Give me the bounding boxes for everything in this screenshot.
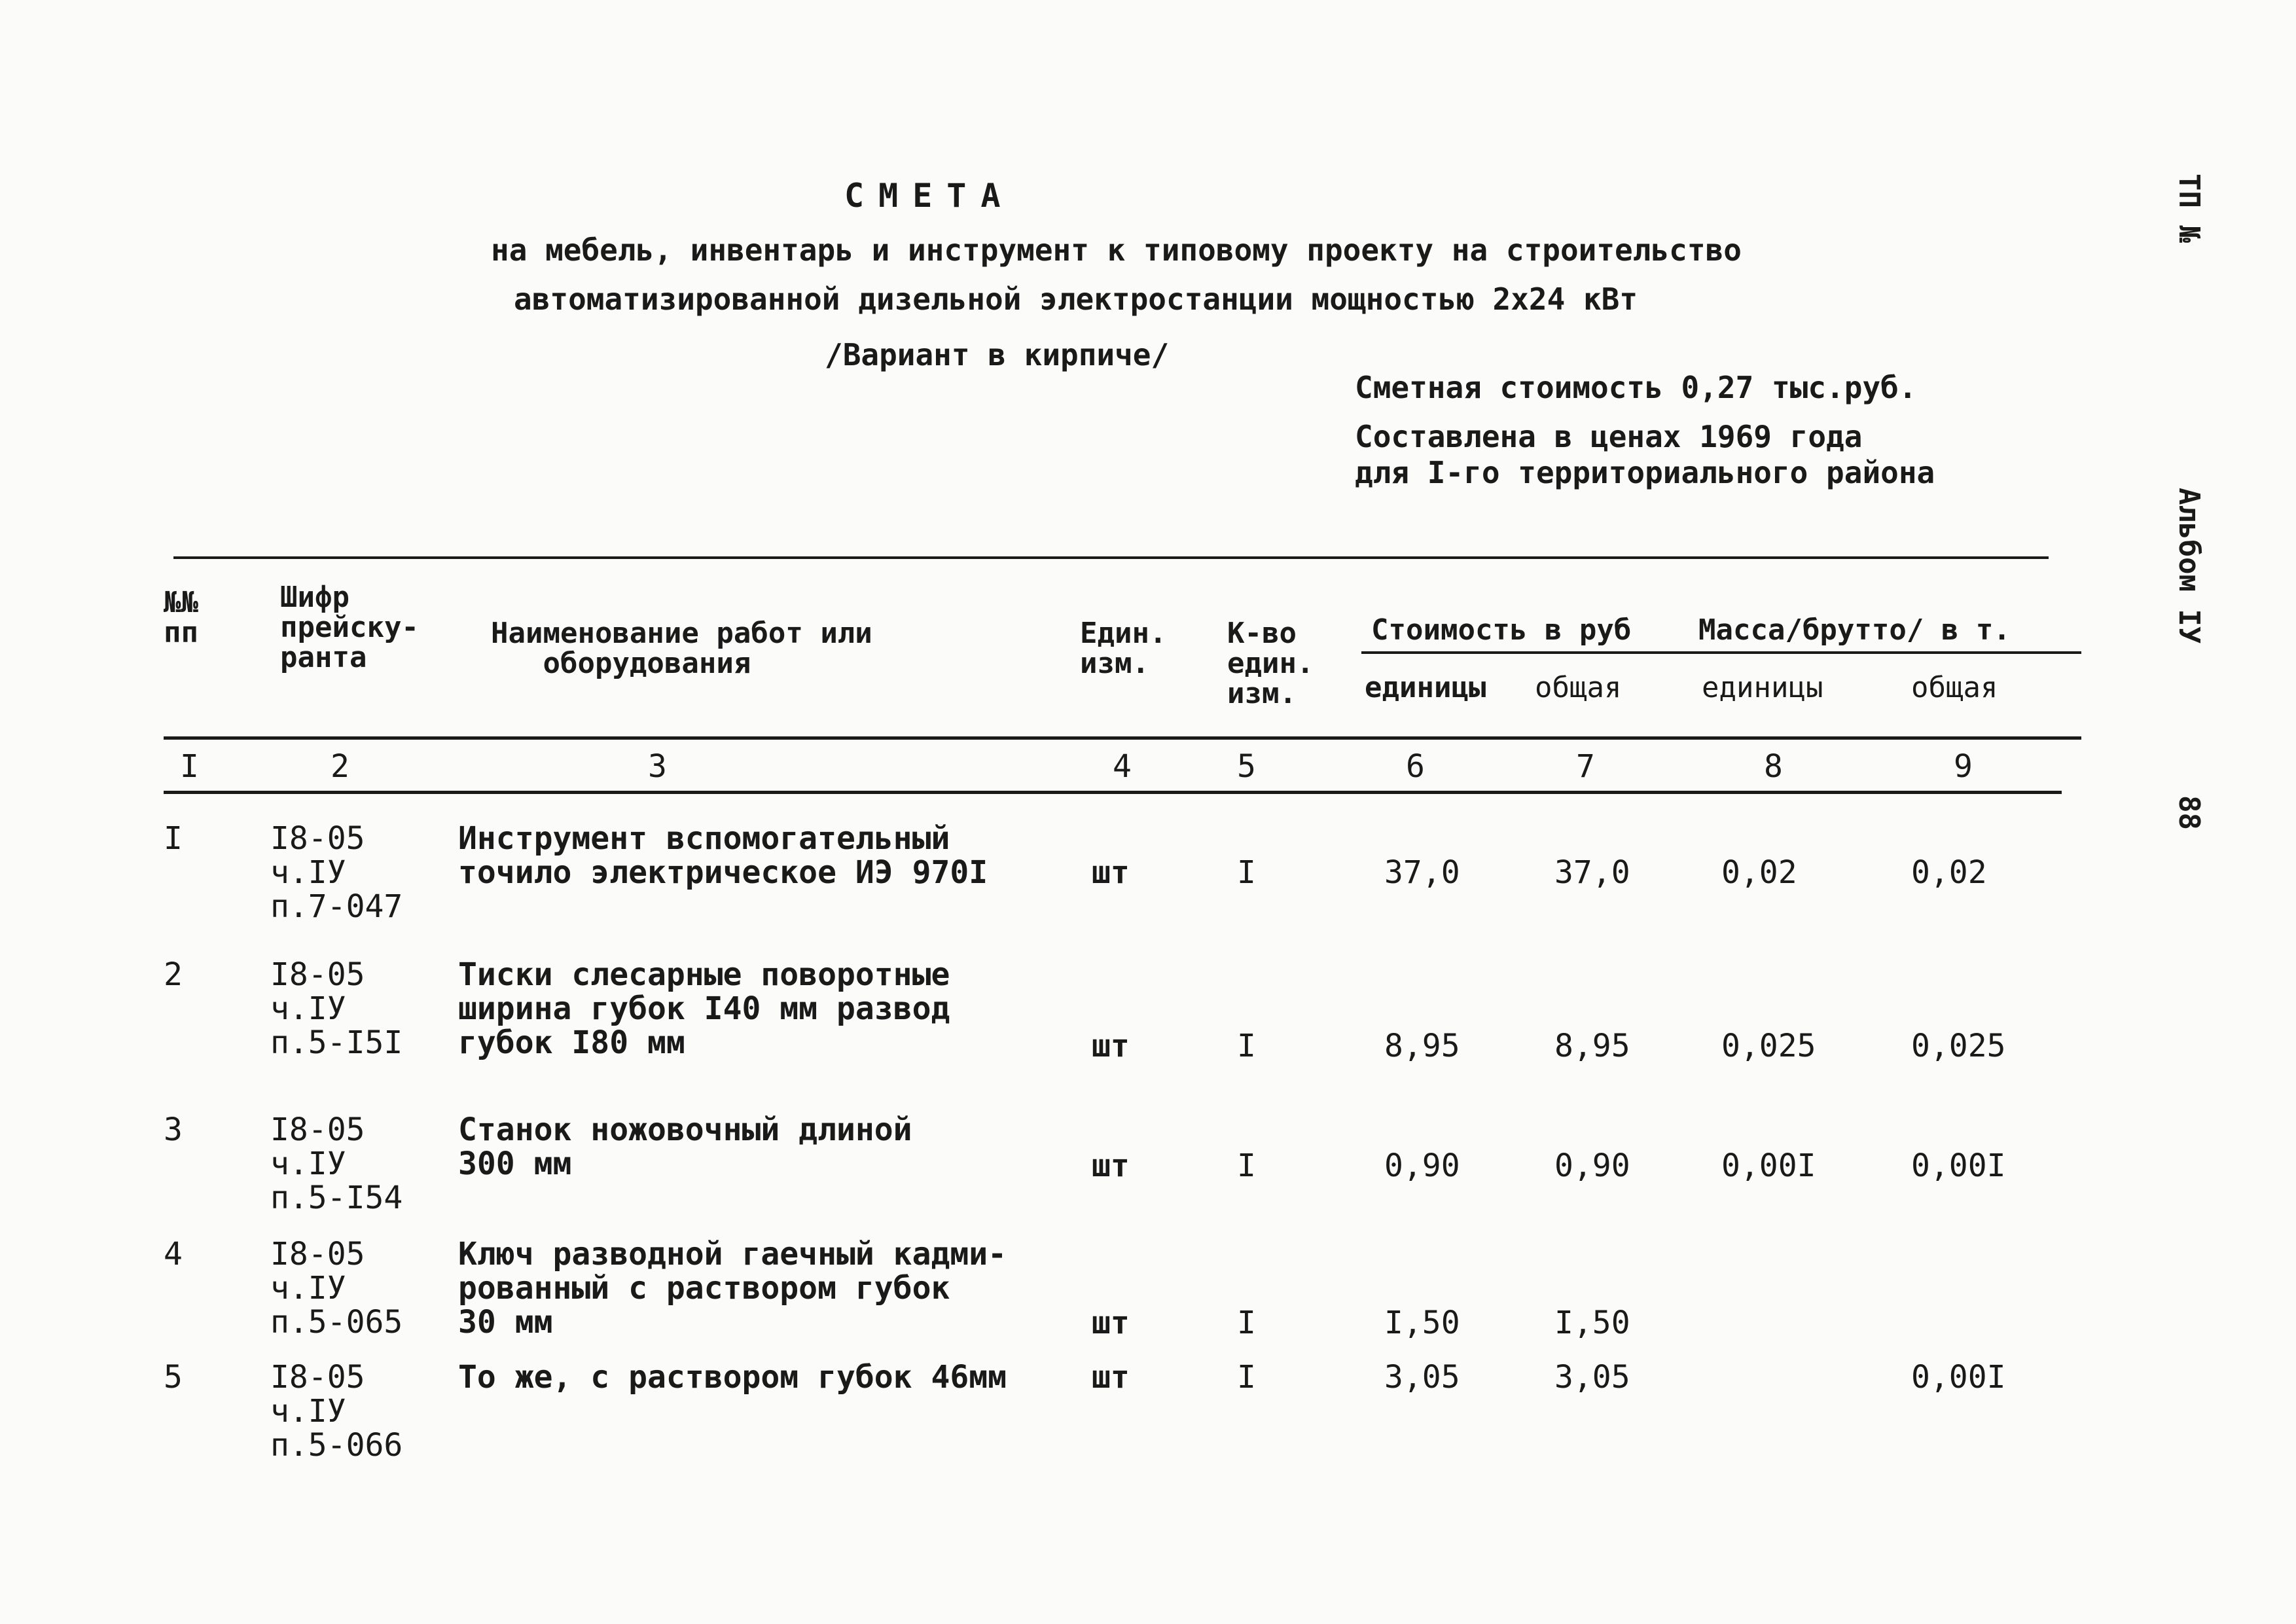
row-1-unit: шт [1092, 854, 1130, 891]
row-1-cost-total: 37,0 [1554, 854, 1630, 891]
side-album-label: Альбом IУ [2172, 488, 2206, 644]
row-3-mass-unit: 0,00I [1721, 1147, 1816, 1184]
header-cost-group: Стоимость в руб [1371, 613, 1632, 647]
row-2-unit: шт [1092, 1028, 1130, 1064]
row-5-unit: шт [1092, 1359, 1130, 1396]
row-3-cost-unit: 0,90 [1384, 1147, 1460, 1184]
header-name: Наименование работ или оборудования [491, 617, 872, 680]
row-2-cost-total: 8,95 [1554, 1028, 1630, 1064]
side-page-number: 88 [2172, 795, 2206, 830]
row-1-code: I8-05 ч.IУ п.7-047 [270, 820, 403, 925]
row-1-mass-total: 0,02 [1911, 854, 1987, 891]
colnum-7: 7 [1576, 748, 1595, 785]
colnum-bottom-rule [164, 791, 2062, 794]
colnum-9: 9 [1954, 748, 1973, 785]
row-4-cost-total: I,50 [1554, 1305, 1630, 1341]
subtitle-line-3: /Вариант в кирпиче/ [825, 337, 1170, 372]
row-4-code: I8-05 ч.IУ п.5-065 [270, 1236, 403, 1341]
row-3-name: Станок ножовочный длиной 300 мм [458, 1111, 912, 1182]
row-4-unit: шт [1092, 1305, 1130, 1341]
header-code: Шифр прейску- ранта [280, 581, 419, 674]
row-4-qty: I [1237, 1305, 1256, 1341]
colnum-5: 5 [1237, 748, 1256, 785]
header-num: №№ пп [164, 586, 198, 649]
row-3-code: I8-05 ч.IУ п.5-I54 [270, 1111, 403, 1216]
header-cost-total: общая [1535, 671, 1622, 704]
table-group-rule [1361, 651, 2081, 654]
estimated-cost: Сметная стоимость 0,27 тыс.руб. [1355, 370, 1917, 405]
header-cost-unit: единицы [1365, 671, 1486, 704]
row-2-mass-unit: 0,025 [1721, 1028, 1816, 1064]
colnum-4: 4 [1113, 748, 1132, 785]
document-title: СМЕТА [844, 177, 1015, 215]
colnum-1: I [180, 748, 199, 785]
row-1-name: Инструмент вспомогательный точило электрическое ИЭ 970I [458, 820, 988, 891]
header-qty: К-во един. изм. [1227, 617, 1314, 710]
colnum-8: 8 [1764, 748, 1783, 785]
row-2-name: Тиски слесарные поворотные ширина губок I40 мм развод губок I80 мм [458, 956, 950, 1061]
row-1-num: I [164, 820, 183, 857]
header-bottom-rule [164, 736, 2081, 740]
row-3-num: 3 [164, 1111, 183, 1148]
header-mass-total: общая [1911, 671, 1998, 704]
table-top-rule [173, 556, 2049, 559]
row-1-qty: I [1237, 854, 1256, 891]
header-unit: Един. изм. [1080, 617, 1167, 680]
header-mass-unit: единицы [1702, 671, 1823, 704]
row-5-cost-total: 3,05 [1554, 1359, 1630, 1396]
row-2-code: I8-05 ч.IУ п.5-I5I [270, 956, 403, 1061]
row-2-mass-total: 0,025 [1911, 1028, 2006, 1064]
row-3-cost-total: 0,90 [1554, 1147, 1630, 1184]
row-3-unit: шт [1092, 1147, 1130, 1184]
row-4-cost-unit: I,50 [1384, 1305, 1460, 1341]
prices-line-2: для I-го территориального района [1355, 455, 1935, 490]
row-5-mass-total: 0,00I [1911, 1359, 2006, 1396]
row-4-name: Ключ разводной гаечный кадми- рованный с раствором губок 30 мм [458, 1236, 1007, 1341]
row-3-mass-total: 0,00I [1911, 1147, 2006, 1184]
row-2-cost-unit: 8,95 [1384, 1028, 1460, 1064]
colnum-6: 6 [1406, 748, 1425, 785]
subtitle-line-2: автоматизированной дизельной электростанции мощностью 2х24 кВт [514, 281, 1638, 317]
row-5-code: I8-05 ч.IУ п.5-066 [270, 1359, 403, 1464]
row-5-cost-unit: 3,05 [1384, 1359, 1460, 1396]
row-1-mass-unit: 0,02 [1721, 854, 1797, 891]
row-5-qty: I [1237, 1359, 1256, 1396]
prices-line-1: Составлена в ценах 1969 года [1355, 419, 1863, 454]
row-2-num: 2 [164, 956, 183, 993]
row-1-cost-unit: 37,0 [1384, 854, 1460, 891]
header-mass-group: Масса/брутто/ в т. [1698, 613, 2011, 647]
row-5-name: То же, с раствором губок 46мм [458, 1359, 1007, 1396]
row-3-qty: I [1237, 1147, 1256, 1184]
subtitle-line-1: на мебель, инвентарь и инструмент к типовому проекту на строительство [491, 232, 1742, 268]
row-4-num: 4 [164, 1236, 183, 1272]
side-tp-label: ТП № [2172, 173, 2206, 243]
row-2-qty: I [1237, 1028, 1256, 1064]
colnum-3: 3 [648, 748, 667, 785]
colnum-2: 2 [331, 748, 350, 785]
row-5-num: 5 [164, 1359, 183, 1396]
